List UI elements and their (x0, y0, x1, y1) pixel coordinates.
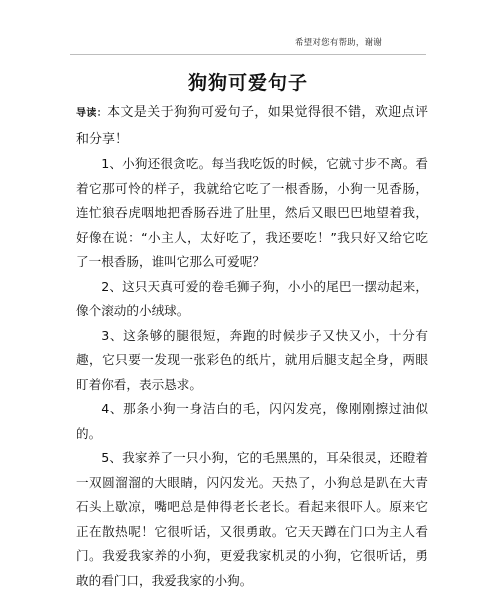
header-divider (70, 54, 426, 55)
intro-paragraph (76, 100, 428, 152)
header-note: 希望对您有帮助，谢谢 (294, 38, 382, 48)
intro-text: 本文是关于狗狗可爱句子，如果觉得很不错，欢迎点评和分享！ (76, 105, 428, 147)
intro-label: 导读： (76, 108, 108, 119)
document-body (76, 100, 428, 593)
document-title: 狗狗可爱句子 (187, 72, 308, 94)
paragraph-5: 5、我家养了一只小狗，它的毛黑黑的，耳朵很灵，还瞪着一双圆溜溜的大眼睛，闪闪发光。天热了，小狗总是趴在大青石头上歇凉，嘴吧总是伸得老长老长。看起来很吓人。原来它正在散热呢！它很听话，又很勇敢。它天天蹲在门口为主人看门。我爱我家养的小狗，更爱我家机灵的小狗，它很听话，勇敢的看门口，我爱我家的小狗。 (76, 450, 428, 588)
paragraph-1: 1、小狗还很贪吃。每当我吃饭的时候，它就寸步不离。看着它那可怜的样子，我就给它吃了一根香肠，小狗一见香肠，连忙狼吞虎咽地把香肠吞进了肚里，然后又眼巴巴地望着我，好像在说：“小主人，太好吃了，我还要吃！”我只好又给它吃了一根香肠，谁叫它那么可爱呢？ (76, 156, 428, 269)
paragraph-2: 2、这只天真可爱的卷毛狮子狗，小小的尾巴一摆动起来，像个滚动的小绒球。 (76, 278, 428, 318)
paragraph-3: 3、这条够的腿很短，奔跑的时候步子又快又小，十分有趣，它只要一发现一张彩色的纸片，就用后腿支起全身，两眼盯着你看，表示恳求。 (76, 327, 428, 392)
paragraph-4: 4、那条小狗一身洁白的毛，闪闪发亮，像刚刚擦过油似的。 (76, 401, 428, 441)
